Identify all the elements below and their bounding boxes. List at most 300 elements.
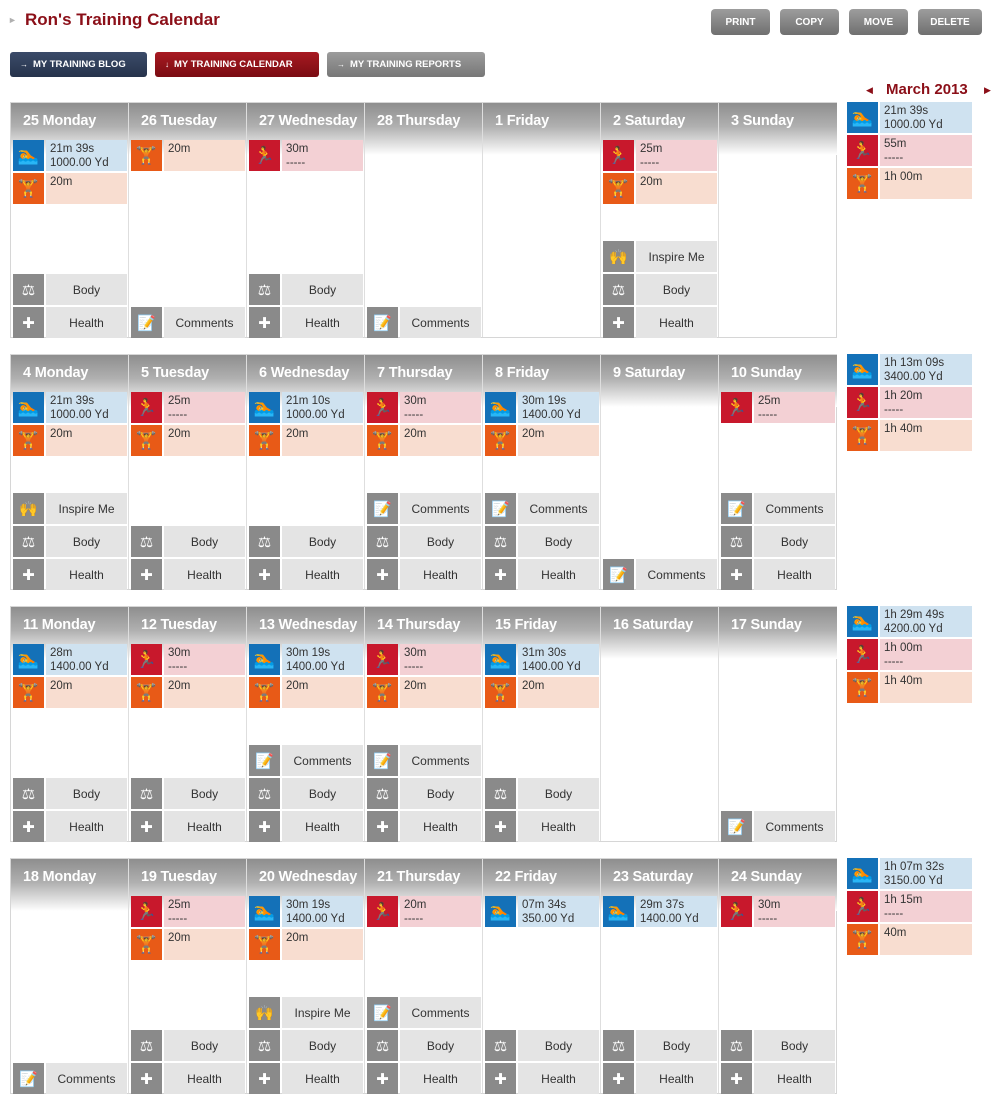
inspire-button[interactable] [603, 241, 717, 272]
activity-swim[interactable] [485, 392, 599, 423]
person-arms-up-icon: 🙌 [13, 493, 44, 524]
health-button[interactable] [131, 811, 245, 842]
activity-line: 20m [640, 176, 663, 188]
activity-line: 1h 20m [884, 390, 923, 402]
copy-button[interactable]: COPY [780, 9, 839, 35]
activity-swim[interactable] [249, 896, 363, 927]
day-cell [365, 103, 483, 337]
day-cell [247, 103, 365, 337]
comments-button[interactable] [249, 745, 363, 776]
activity-run[interactable] [367, 392, 481, 423]
activity-info [282, 677, 363, 708]
day-cell [11, 103, 129, 337]
day-title: 25 Monday [23, 113, 97, 129]
activity-line: 30m [404, 647, 427, 659]
activity-swim[interactable] [485, 896, 599, 927]
tool-label: Health [400, 1063, 481, 1094]
day-title: 20 Wednesday [259, 869, 358, 885]
day-title: 2 Saturday [613, 113, 686, 129]
tool-label: Body [282, 778, 363, 809]
tab-my-training-reports[interactable] [327, 52, 485, 77]
activity-str[interactable] [367, 425, 481, 456]
week-row [10, 606, 837, 842]
activity-info [880, 168, 972, 199]
day-cell [365, 607, 483, 841]
health-button[interactable] [485, 1063, 599, 1094]
comments-button[interactable] [367, 997, 481, 1028]
runner-icon: 🏃 [721, 392, 752, 423]
day-cell [601, 607, 719, 841]
tab-label: MY TRAINING CALENDAR [174, 59, 293, 70]
activity-info [282, 896, 363, 927]
day-cell [247, 355, 365, 589]
day-cell [247, 607, 365, 841]
print-button[interactable]: PRINT [711, 9, 770, 35]
health-icon: ✚ [485, 1063, 516, 1094]
activity-line: 3150.00 Yd [884, 875, 943, 887]
activity-line: 31m 30s [522, 647, 567, 659]
activity-info [880, 858, 972, 889]
day-cell [11, 607, 129, 841]
body-button[interactable] [485, 1030, 599, 1061]
activity-str[interactable] [131, 677, 245, 708]
activity-line: 20m [168, 428, 191, 440]
comment-icon: 📝 [721, 493, 752, 524]
comment-icon: 📝 [485, 493, 516, 524]
comments-button[interactable] [603, 559, 717, 590]
tool-label: Body [636, 1030, 717, 1061]
day-title: 26 Tuesday [141, 113, 217, 129]
comments-button[interactable] [485, 493, 599, 524]
activity-info [880, 354, 972, 385]
activity-run[interactable] [131, 896, 245, 927]
scale-icon: ⚖ [485, 778, 516, 809]
activity-info [164, 644, 245, 675]
scale-icon: ⚖ [13, 778, 44, 809]
body-button[interactable] [603, 274, 717, 305]
activity-line: 1h 13m 09s [884, 357, 945, 369]
swimmer-icon: 🏊 [13, 644, 44, 675]
scale-icon: ⚖ [721, 526, 752, 557]
comments-button[interactable] [13, 1063, 127, 1094]
tool-label: Inspire Me [636, 241, 717, 272]
activity-swim[interactable] [847, 606, 972, 637]
activity-info [754, 392, 835, 423]
activity-str[interactable] [603, 173, 717, 204]
health-button[interactable] [249, 1063, 363, 1094]
activity-str[interactable] [847, 924, 972, 955]
activity-str[interactable] [131, 425, 245, 456]
activity-info [282, 140, 363, 171]
activity-swim[interactable] [485, 644, 599, 675]
health-button[interactable] [367, 1063, 481, 1094]
activity-run[interactable] [131, 644, 245, 675]
tool-label: Health [282, 1063, 363, 1094]
swimmer-icon: 🏊 [485, 392, 516, 423]
activity-line: 25m [758, 395, 781, 407]
activity-line: ----- [884, 908, 904, 920]
activity-swim[interactable] [249, 644, 363, 675]
activity-str[interactable] [485, 677, 599, 708]
activity-line: 20m [168, 932, 191, 944]
activity-info [754, 896, 835, 927]
activity-run[interactable] [721, 896, 835, 927]
swimmer-icon: 🏊 [485, 896, 516, 927]
delete-button[interactable]: DELETE [918, 9, 982, 35]
next-month-icon[interactable]: ▶ [984, 85, 991, 95]
activity-run[interactable] [367, 896, 481, 927]
runner-icon: 🏃 [249, 140, 280, 171]
health-button[interactable] [13, 307, 127, 338]
health-button[interactable] [603, 307, 717, 338]
body-button[interactable] [367, 1030, 481, 1061]
activity-str[interactable] [131, 140, 245, 171]
person-arms-up-icon: 🙌 [603, 241, 634, 272]
runner-icon: 🏃 [367, 644, 398, 675]
health-button[interactable] [367, 811, 481, 842]
runner-icon: 🏃 [131, 896, 162, 927]
activity-line: ----- [404, 913, 424, 925]
activity-line: 20m [50, 428, 73, 440]
health-button[interactable] [721, 559, 835, 590]
day-header [365, 103, 482, 155]
swimmer-icon: 🏊 [847, 354, 878, 385]
comments-button[interactable] [721, 493, 835, 524]
day-cell [129, 103, 247, 337]
activity-line: ----- [884, 656, 904, 668]
inspire-button[interactable] [249, 997, 363, 1028]
arrow-right-icon: → [337, 60, 345, 69]
activity-line: 30m [404, 395, 427, 407]
day-title: 9 Saturday [613, 365, 686, 381]
activity-line: 20m [286, 932, 309, 944]
tool-label: Inspire Me [46, 493, 127, 524]
activity-line: 25m [168, 899, 191, 911]
body-button[interactable] [603, 1030, 717, 1061]
activity-str[interactable] [131, 929, 245, 960]
month-label: March 2013 [886, 81, 968, 98]
activity-line: 30m 19s [522, 395, 567, 407]
health-icon: ✚ [249, 1063, 280, 1094]
activity-run[interactable] [249, 140, 363, 171]
tool-label: Body [164, 778, 245, 809]
tab-my-training-blog[interactable] [10, 52, 147, 77]
activity-line: 07m 34s [522, 899, 567, 911]
activity-line: 55m [884, 138, 907, 150]
health-button[interactable] [485, 811, 599, 842]
tool-label: Health [400, 811, 481, 842]
body-button[interactable] [13, 526, 127, 557]
activity-info [880, 387, 972, 418]
body-button[interactable] [249, 526, 363, 557]
comment-icon: 📝 [367, 745, 398, 776]
health-button[interactable] [13, 811, 127, 842]
activity-info [164, 140, 245, 171]
tool-label: Health [46, 811, 127, 842]
day-title: 8 Friday [495, 365, 550, 381]
activity-swim[interactable] [847, 102, 972, 133]
activity-info [636, 173, 717, 204]
scale-icon: ⚖ [131, 526, 162, 557]
day-title: 14 Thursday [377, 617, 461, 633]
week-row [10, 354, 837, 590]
body-button[interactable] [249, 1030, 363, 1061]
activity-line: 30m [758, 899, 781, 911]
activity-line: 1400.00 Yd [50, 661, 109, 673]
tool-label: Comments [400, 745, 481, 776]
weightlifter-icon: 🏋 [249, 425, 280, 456]
activity-line: 4200.00 Yd [884, 623, 943, 635]
activity-line: 1000.00 Yd [50, 409, 109, 421]
comments-button[interactable] [721, 811, 835, 842]
activity-info [282, 425, 363, 456]
activity-str[interactable] [13, 425, 127, 456]
health-icon: ✚ [603, 1063, 634, 1094]
activity-str[interactable] [249, 425, 363, 456]
activity-line: 29m 37s [640, 899, 685, 911]
health-button[interactable] [13, 559, 127, 590]
scale-icon: ⚖ [603, 1030, 634, 1061]
activity-line: ----- [758, 409, 778, 421]
weightlifter-icon: 🏋 [249, 677, 280, 708]
activity-run[interactable] [847, 135, 972, 166]
tool-label: Body [282, 274, 363, 305]
activity-line: ----- [168, 409, 188, 421]
weightlifter-icon: 🏋 [485, 677, 516, 708]
activity-run[interactable] [721, 392, 835, 423]
health-icon: ✚ [367, 1063, 398, 1094]
activity-line: 21m 39s [50, 143, 95, 155]
tab-my-training-calendar[interactable] [155, 52, 319, 77]
body-button[interactable] [249, 274, 363, 305]
activity-swim[interactable] [847, 858, 972, 889]
activity-line: ----- [286, 157, 306, 169]
comment-icon: 📝 [367, 493, 398, 524]
health-button[interactable] [485, 559, 599, 590]
day-title: 18 Monday [23, 869, 97, 885]
health-icon: ✚ [13, 811, 44, 842]
body-button[interactable] [131, 526, 245, 557]
tool-label: Comments [400, 997, 481, 1028]
swimmer-icon: 🏊 [13, 392, 44, 423]
tool-label: Body [46, 778, 127, 809]
tab-label: MY TRAINING REPORTS [350, 59, 462, 70]
runner-icon: 🏃 [367, 392, 398, 423]
activity-swim[interactable] [13, 392, 127, 423]
body-button[interactable] [721, 526, 835, 557]
activity-line: 1400.00 Yd [522, 409, 581, 421]
runner-icon: 🏃 [367, 896, 398, 927]
tool-label: Body [46, 526, 127, 557]
previous-month-icon[interactable]: ◀ [866, 85, 873, 95]
day-title: 15 Friday [495, 617, 557, 633]
activity-info [164, 929, 245, 960]
activity-run[interactable] [847, 387, 972, 418]
activity-info [164, 392, 245, 423]
tool-label: Comments [400, 493, 481, 524]
activity-info [400, 896, 481, 927]
day-title: 7 Thursday [377, 365, 453, 381]
activity-info [164, 896, 245, 927]
health-icon: ✚ [367, 559, 398, 590]
comments-button[interactable] [367, 745, 481, 776]
comments-button[interactable] [367, 307, 481, 338]
activity-info [46, 173, 127, 204]
day-cell [601, 859, 719, 1093]
body-button[interactable] [367, 778, 481, 809]
health-button[interactable] [249, 559, 363, 590]
tool-label: Comments [754, 811, 835, 842]
tool-label: Body [400, 1030, 481, 1061]
activity-info [880, 420, 972, 451]
activity-info [880, 135, 972, 166]
scale-icon: ⚖ [13, 526, 44, 557]
arrow-right-icon: → [20, 60, 28, 69]
health-icon: ✚ [131, 811, 162, 842]
health-button[interactable] [131, 559, 245, 590]
runner-icon: 🏃 [847, 891, 878, 922]
scale-icon: ⚖ [603, 274, 634, 305]
activity-line: 20m [50, 680, 73, 692]
activity-run[interactable] [131, 392, 245, 423]
body-button[interactable] [131, 778, 245, 809]
day-title: 5 Tuesday [141, 365, 210, 381]
activity-str[interactable] [367, 677, 481, 708]
activity-line: 1000.00 Yd [884, 119, 943, 131]
activity-line: ----- [884, 404, 904, 416]
activity-swim[interactable] [13, 644, 127, 675]
week-row [10, 858, 837, 1094]
activity-str[interactable] [485, 425, 599, 456]
day-cell [129, 607, 247, 841]
tool-label: Body [400, 778, 481, 809]
activity-str[interactable] [13, 173, 127, 204]
activity-swim[interactable] [13, 140, 127, 171]
activity-swim[interactable] [249, 392, 363, 423]
tool-label: Body [46, 274, 127, 305]
activity-line: 25m [168, 395, 191, 407]
activity-run[interactable] [847, 891, 972, 922]
comments-button[interactable] [131, 307, 245, 338]
comments-button[interactable] [367, 493, 481, 524]
weightlifter-icon: 🏋 [131, 929, 162, 960]
health-icon: ✚ [131, 559, 162, 590]
activity-str[interactable] [249, 677, 363, 708]
activity-run[interactable] [847, 639, 972, 670]
body-button[interactable] [485, 526, 599, 557]
day-title: 28 Thursday [377, 113, 461, 129]
body-button[interactable] [367, 526, 481, 557]
day-cell [719, 859, 837, 1093]
body-button[interactable] [131, 1030, 245, 1061]
body-button[interactable] [13, 274, 127, 305]
health-button[interactable] [367, 559, 481, 590]
health-button[interactable] [249, 307, 363, 338]
health-button[interactable] [603, 1063, 717, 1094]
activity-line: 1h 00m [884, 171, 923, 183]
swimmer-icon: 🏊 [603, 896, 634, 927]
health-button[interactable] [721, 1063, 835, 1094]
day-title: 24 Sunday [731, 869, 802, 885]
health-icon: ✚ [13, 307, 44, 338]
tool-label: Health [518, 811, 599, 842]
day-title: 27 Wednesday [259, 113, 358, 129]
activity-info [400, 644, 481, 675]
activity-info [164, 425, 245, 456]
tool-label: Body [282, 526, 363, 557]
activity-str[interactable] [847, 672, 972, 703]
day-title: 16 Saturday [613, 617, 694, 633]
activity-line: 40m [884, 927, 907, 939]
weightlifter-icon: 🏋 [13, 173, 44, 204]
health-button[interactable] [249, 811, 363, 842]
activity-str[interactable] [249, 929, 363, 960]
day-cell [483, 607, 601, 841]
body-button[interactable] [485, 778, 599, 809]
activity-line: 1h 29m 49s [884, 609, 945, 621]
activity-line: 1h 40m [884, 423, 923, 435]
activity-str[interactable] [13, 677, 127, 708]
move-button[interactable]: MOVE [849, 9, 908, 35]
activity-str[interactable] [847, 168, 972, 199]
day-header [719, 607, 837, 659]
scale-icon: ⚖ [721, 1030, 752, 1061]
day-title: 4 Monday [23, 365, 89, 381]
weightlifter-icon: 🏋 [131, 140, 162, 171]
activity-run[interactable] [367, 644, 481, 675]
day-cell [365, 859, 483, 1093]
inspire-button[interactable] [13, 493, 127, 524]
activity-info [880, 606, 972, 637]
body-button[interactable] [249, 778, 363, 809]
activity-info [282, 392, 363, 423]
day-cell [11, 355, 129, 589]
body-button[interactable] [13, 778, 127, 809]
day-cell [601, 103, 719, 337]
day-title: 17 Sunday [731, 617, 802, 633]
day-header [601, 355, 718, 407]
activity-run[interactable] [603, 140, 717, 171]
day-header [483, 103, 600, 155]
swimmer-icon: 🏊 [847, 606, 878, 637]
activity-info [880, 672, 972, 703]
day-title: 1 Friday [495, 113, 550, 129]
activity-str[interactable] [847, 420, 972, 451]
comment-icon: 📝 [367, 997, 398, 1028]
activity-line: 1h 00m [884, 642, 923, 654]
day-title: 22 Friday [495, 869, 557, 885]
body-button[interactable] [721, 1030, 835, 1061]
swimmer-icon: 🏊 [485, 644, 516, 675]
tool-label: Health [518, 1063, 599, 1094]
activity-swim[interactable] [847, 354, 972, 385]
day-header [719, 103, 837, 155]
runner-icon: 🏃 [847, 135, 878, 166]
activity-swim[interactable] [603, 896, 717, 927]
day-header [11, 859, 128, 911]
activity-info [282, 644, 363, 675]
activity-info [518, 392, 599, 423]
health-icon: ✚ [721, 1063, 752, 1094]
activity-info [880, 924, 972, 955]
activity-line: 1400.00 Yd [522, 661, 581, 673]
weightlifter-icon: 🏋 [847, 420, 878, 451]
activity-line: ----- [168, 661, 188, 673]
activity-line: 20m [404, 899, 427, 911]
health-button[interactable] [131, 1063, 245, 1094]
activity-info [46, 425, 127, 456]
activity-line: 20m [168, 143, 191, 155]
